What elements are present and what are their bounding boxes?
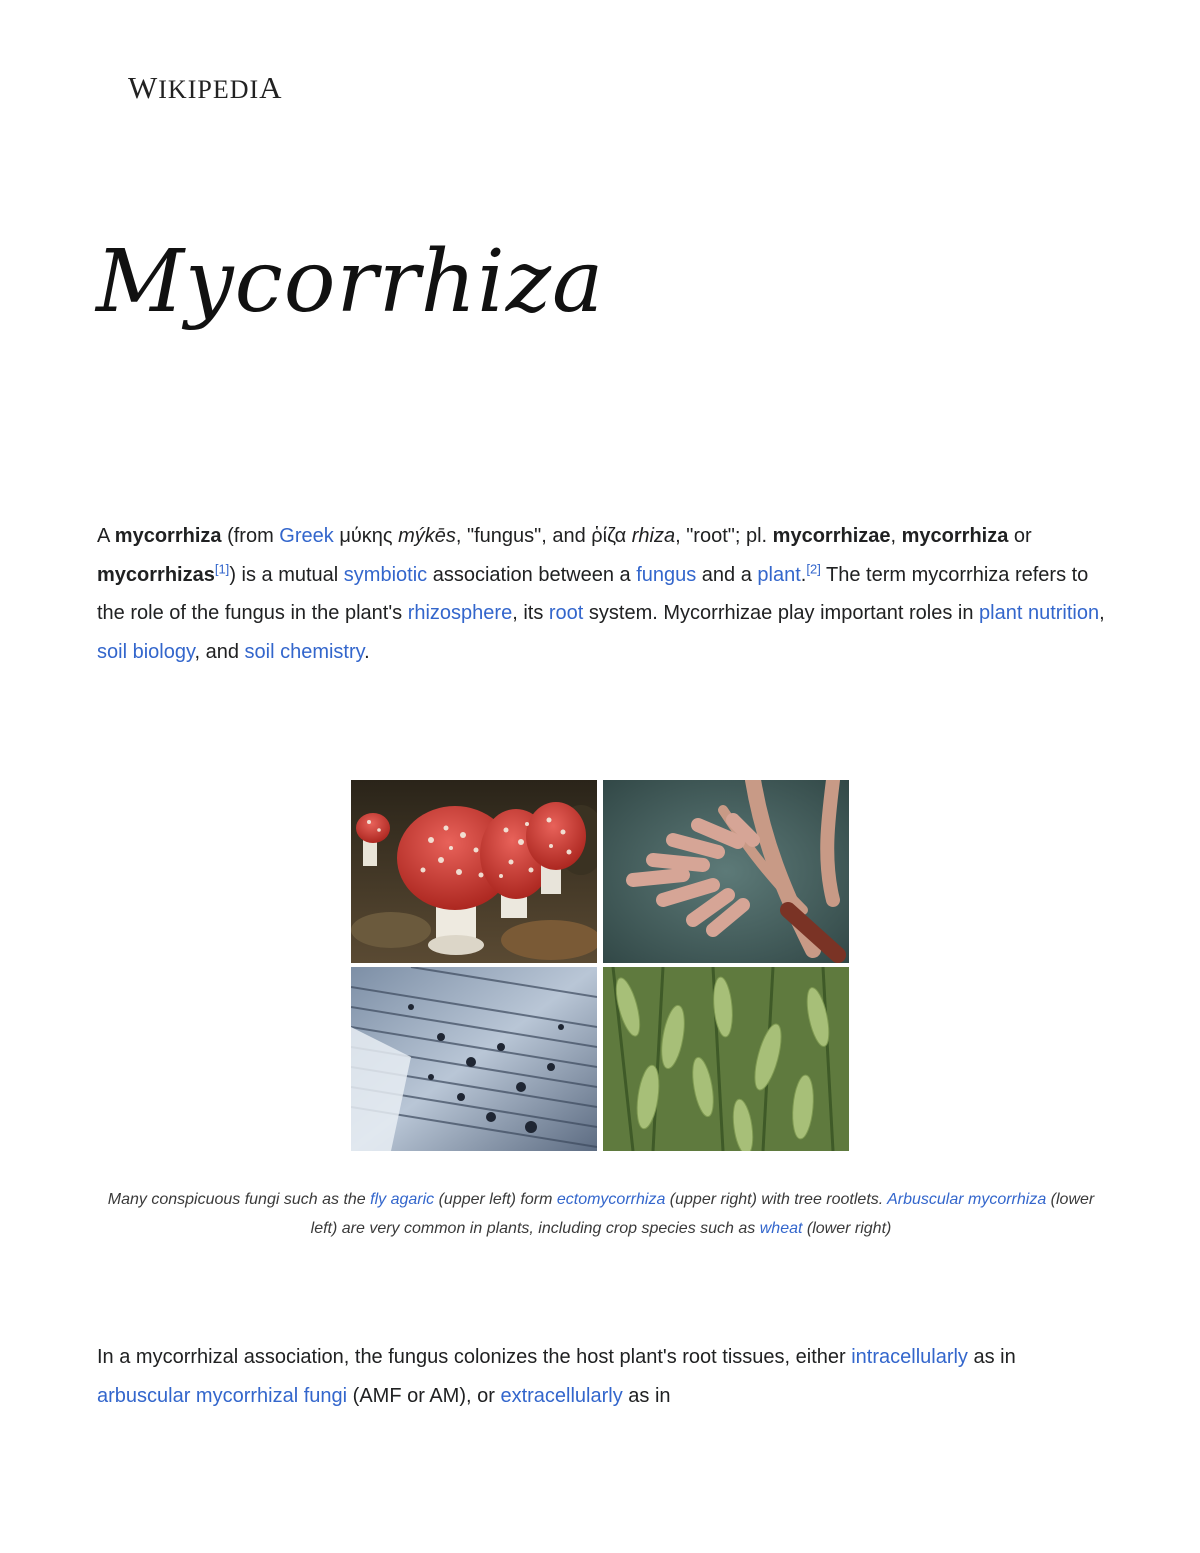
link-arbuscular-mycorrhizal-fungi[interactable]: arbuscular mycorrhizal fungi <box>97 1384 348 1407</box>
wordmark-final: A <box>259 70 283 105</box>
term-bold: mycorrhizae <box>772 525 891 547</box>
fly-agaric-image[interactable] <box>351 780 597 963</box>
wordmark-initial: W <box>128 70 159 105</box>
wordmark-middle: IKIPEDI <box>158 75 260 104</box>
figure-caption: Many conspicuous fungi such as the fly agaric (upper left) form ectomycorrhiza (upper right) with tree rootlets. Arbuscular mycorrhiza (lower left) are very common in plants, including crop species such as wheat (lower right) <box>107 1191 1095 1237</box>
wheat-image[interactable] <box>603 967 849 1151</box>
figure-collage[interactable] <box>351 780 849 1151</box>
link-symbiotic[interactable]: symbiotic <box>343 563 428 586</box>
term-bold: mycorrhiza <box>114 525 222 547</box>
link-ectomycorrhiza[interactable]: ectomycorrhiza <box>556 1191 666 1208</box>
link-soil-chemistry[interactable]: soil chemistry <box>244 640 365 663</box>
ectomycorrhiza-image[interactable] <box>603 780 849 963</box>
link-rhizosphere[interactable]: rhizosphere <box>407 602 513 624</box>
link-plant-nutrition[interactable]: plant nutrition <box>979 602 1100 624</box>
body-paragraph: In a mycorrhizal association, the fungus colonizes the host plant's root tissues, either intracellularly as in arbuscular mycorrhizal fungi (AMF or AM), or extracellularly as in <box>97 1346 1016 1407</box>
citation-2[interactable]: [2] <box>806 560 821 576</box>
citation-1[interactable]: [1] <box>214 560 230 576</box>
link-arbuscular-mycorrhiza[interactable]: Arbuscular mycorrhiza <box>887 1191 1047 1208</box>
link-root[interactable]: root <box>548 602 584 624</box>
link-extracellularly[interactable]: extracellularly <box>500 1384 623 1407</box>
link-greek[interactable]: Greek <box>279 525 334 547</box>
link-plant[interactable]: plant <box>757 563 801 586</box>
intro-paragraph: A mycorrhiza (from Greek μύκης mýkēs, "fungus", and ῥίζα rhiza, "root"; pl. mycorrhizae, mycorrhiza or mycorrhizas[1]) is a mutual symbiotic association between a fungus and a plant.[2] The term mycorrhiza refers to the role of the fungus in the plant's rhizosphere, its root system. Mycorrhizae play important roles in plant nutrition, soil biology, and soil chemistry. <box>97 525 1105 663</box>
wikipedia-wordmark[interactable] <box>128 70 283 106</box>
link-fly-agaric[interactable]: fly agaric <box>370 1191 435 1208</box>
arbuscular-mycorrhiza-image[interactable] <box>351 967 597 1151</box>
link-intracellularly[interactable]: intracellularly <box>851 1346 968 1368</box>
link-soil-biology[interactable]: soil biology <box>97 640 195 663</box>
link-wheat[interactable]: wheat <box>759 1220 803 1237</box>
page-title: Mycorrhiza <box>96 232 605 332</box>
link-fungus[interactable]: fungus <box>636 563 697 586</box>
term-bold: mycorrhiza <box>901 525 1009 547</box>
term-bold: mycorrhizas <box>97 563 215 586</box>
